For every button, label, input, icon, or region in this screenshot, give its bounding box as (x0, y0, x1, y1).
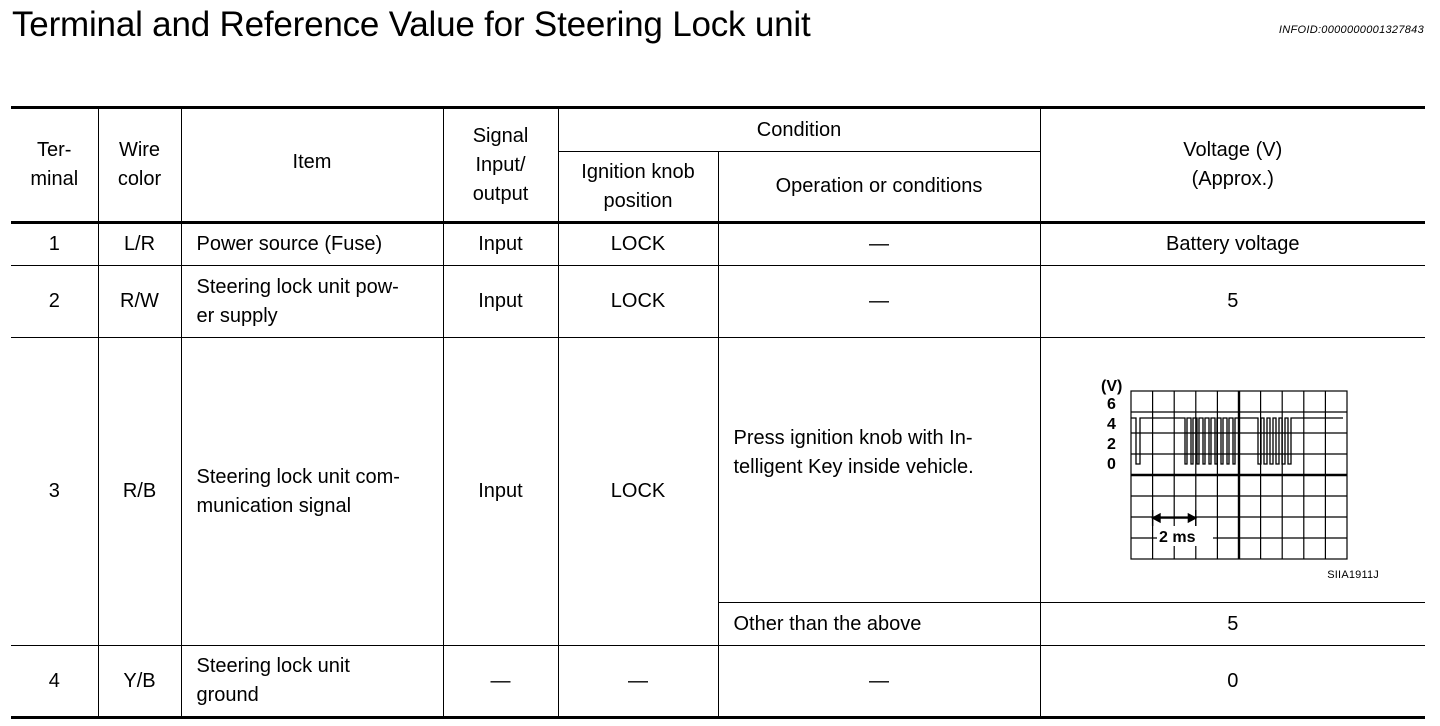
header-condition: Condition (558, 108, 1040, 152)
cell-voltage: 0 (1040, 646, 1425, 718)
cell-wire-color: R/B (98, 338, 181, 646)
info-id: INFOID:0000000001327843 (1278, 24, 1424, 36)
cell-item: Power source (Fuse) (181, 223, 443, 266)
cell-ignition: LOCK (558, 338, 718, 646)
cell-ignition: — (558, 646, 718, 718)
table-row (11, 266, 1425, 338)
cell-terminal: 2 (11, 266, 98, 338)
cell-voltage: 5 (1040, 603, 1425, 646)
time-scale-label: 2 ms (1158, 529, 1195, 546)
terminal-reference-table (11, 106, 1425, 719)
table-row (11, 223, 1425, 266)
cell-ignition: LOCK (558, 266, 718, 338)
header-operation: Operation or conditions (718, 152, 1040, 223)
cell-signal: Input (443, 266, 558, 338)
header-voltage: Voltage (V) (Approx.) (1040, 108, 1425, 223)
header-ignition-knob: Ignition knob position (558, 152, 718, 223)
cell-operation: — (718, 646, 1040, 718)
cell-voltage-waveform (1040, 338, 1425, 603)
cell-operation: — (718, 266, 1040, 338)
cell-wire-color: R/W (98, 266, 181, 338)
cell-operation: — (718, 223, 1040, 266)
header-terminal: Ter- minal (11, 108, 98, 223)
table-row (11, 646, 1425, 718)
cell-wire-color: L/R (98, 223, 181, 266)
page-title: Terminal and Reference Value for Steering Lock unit (12, 5, 811, 44)
header-wire-color: Wire color (98, 108, 181, 223)
waveform-y-tick: 2 (1106, 436, 1116, 453)
waveform-chart (1101, 378, 1361, 568)
cell-voltage: 5 (1040, 266, 1425, 338)
header-item: Item (181, 108, 443, 223)
cell-operation: Other than the above (718, 603, 1040, 646)
header-signal: Signal Input/ output (443, 108, 558, 223)
cell-terminal: 4 (11, 646, 98, 718)
waveform-unit-label: (V) (1100, 378, 1122, 395)
cell-operation: Press ignition knob with In- telligent Key inside vehicle. (718, 338, 1040, 603)
waveform-y-tick: 6 (1106, 396, 1116, 413)
figure-id: SIIA1911J (1327, 569, 1380, 581)
cell-item: Steering lock unit com- munication signal (181, 338, 443, 646)
cell-signal: — (443, 646, 558, 718)
cell-terminal: 3 (11, 338, 98, 646)
cell-voltage: Battery voltage (1040, 223, 1425, 266)
cell-signal: Input (443, 223, 558, 266)
cell-wire-color: Y/B (98, 646, 181, 718)
cell-ignition: LOCK (558, 223, 718, 266)
waveform-trace (1131, 418, 1343, 464)
cell-signal: Input (443, 338, 558, 646)
cell-terminal: 1 (11, 223, 98, 266)
waveform-y-tick: 0 (1106, 456, 1116, 473)
cell-item: Steering lock unit ground (181, 646, 443, 718)
waveform-y-tick: 4 (1106, 416, 1116, 433)
table-row (11, 338, 1425, 603)
cell-item: Steering lock unit pow- er supply (181, 266, 443, 338)
